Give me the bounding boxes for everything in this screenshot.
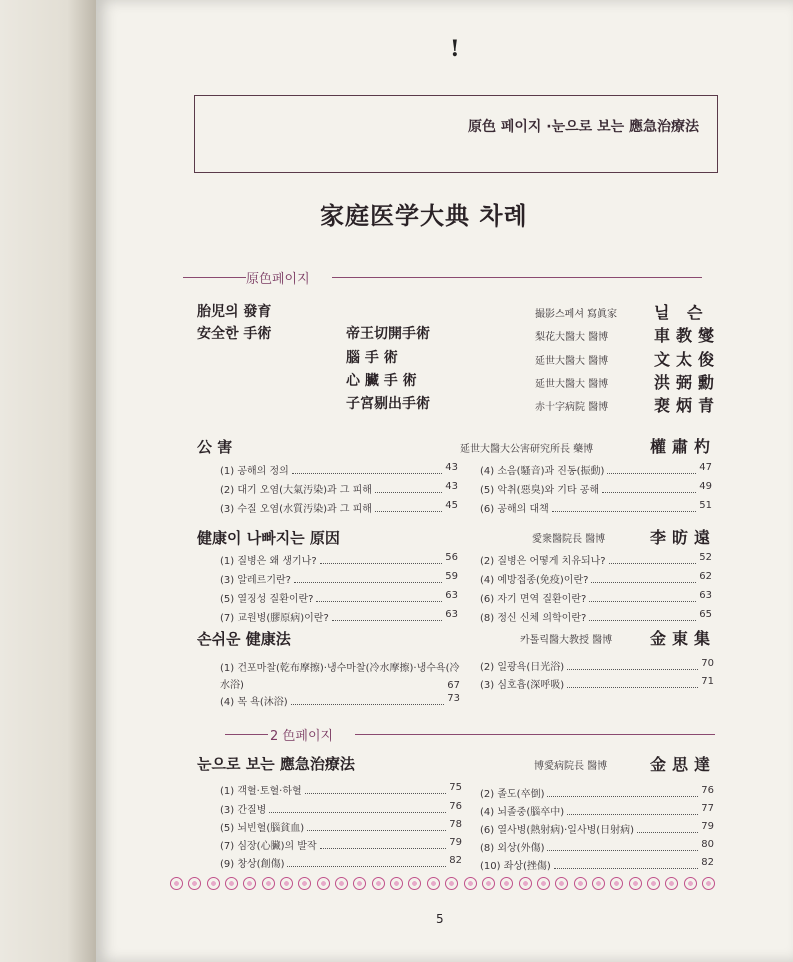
author-affiliation: 카톨릭醫大教授 醫博 [520, 635, 613, 646]
section-label-color: 原色페이지 [246, 268, 310, 287]
author-affiliation: 赤十字病院 醫博 [535, 402, 609, 413]
toc-entry: (4) 소음(騷音)과 진동(振動) 47 [480, 462, 712, 477]
left-page-edge [0, 0, 96, 962]
top-mark: ! [450, 36, 460, 62]
section-rule [355, 734, 715, 735]
section-title: 눈으로 보는 應急治療法 [197, 755, 355, 773]
toc-entry: (6) 열사병(熱射病)·일사병(日射病) 79 [480, 821, 714, 836]
toc-entry: (4) 예방접종(免疫)이란? 62 [480, 571, 712, 586]
section-title: 손쉬운 健康法 [197, 630, 291, 648]
section-rule [183, 277, 246, 278]
toc-entry: (2) 졸도(卒倒) 76 [480, 785, 714, 800]
toc-entry: (4) 뇌졸중(腦卒中) 77 [480, 803, 714, 818]
toc-entry: (3) 수질 오염(水質汚染)과 그 피해 45 [220, 500, 458, 515]
author-affiliation: 博愛病院長 醫博 [534, 761, 608, 772]
toc-entry: (4) 목 욕(沐浴) 73 [220, 693, 460, 708]
author-name: 文太俊 [654, 350, 721, 369]
author-name: 洪弼勳 [654, 373, 721, 392]
author-name: 權肅杓 [650, 437, 717, 456]
toc-entry: (6) 공해의 대책 51 [480, 500, 712, 515]
color-item-mid: 子宮剔出手術 [346, 396, 430, 412]
header-box [194, 95, 718, 173]
color-item-left: 胎児의 發育 [197, 304, 272, 320]
ornament-band [170, 877, 715, 893]
toc-entry: (5) 악취(惡臭)와 기타 공해 49 [480, 481, 712, 496]
toc-entry: (2) 대기 오염(大氣汚染)과 그 피해 43 [220, 481, 458, 496]
author-name: 裵炳青 [654, 396, 721, 415]
header-box-text: 原色 페이지 ·눈으로 보는 應急治療法 [467, 119, 699, 135]
page-number: 5 [436, 912, 444, 926]
author-affiliation: 延世大醫大 醫博 [535, 379, 609, 390]
author-name: 金東集 [650, 629, 717, 648]
toc-entry: (5) 열징성 질환이란? 63 [220, 590, 458, 605]
toc-entry: (9) 창상(創傷) 82 [220, 855, 462, 870]
section-label-2color: 2 色페이지 [270, 725, 333, 744]
toc-entry-multiline: (1) 건포마찰(乾布摩擦)·냉수마찰(冷水摩擦)·냉수욕(冷水浴) 67 [220, 663, 460, 691]
toc-entry: (1) 객혈·토혈·하혈 75 [220, 782, 462, 797]
toc-entry: (1) 질병은 왜 생기나? 56 [220, 552, 458, 567]
toc-entry: (2) 질병은 어떻게 치유되나? 52 [480, 552, 712, 567]
color-item-left: 安全한 手術 [197, 326, 272, 342]
toc-entry: (3) 알레르기란? 59 [220, 571, 458, 586]
section-title: 公 害 [197, 438, 233, 456]
toc-entry: (8) 정신 신체 의학이란? 65 [480, 609, 712, 624]
toc-entry: (7) 심장(心臟)의 발작 79 [220, 837, 462, 852]
section-title: 健康이 나빠지는 原因 [197, 529, 340, 547]
author-name: 李昉遠 [650, 528, 717, 547]
toc-entry: (5) 뇌빈혈(腦貧血) 78 [220, 819, 462, 834]
section-rule [332, 277, 702, 278]
toc-entry: (3) 심호흡(深呼吸) 71 [480, 676, 714, 691]
toc-entry: (7) 교원병(膠原病)이란? 63 [220, 609, 458, 624]
toc-entry: (6) 자기 면역 질환이란? 63 [480, 590, 712, 605]
author-affiliation: 撮影스페셔 寫眞家 [535, 309, 618, 320]
author-name: 닐 슨 [654, 303, 709, 322]
color-item-mid: 腦 手 術 [346, 350, 398, 366]
author-affiliation: 延世大醫大公害研究所長 藥博 [460, 444, 594, 455]
author-name: 車教燮 [654, 326, 721, 345]
author-affiliation: 愛衆醫院長 醫博 [532, 534, 606, 545]
color-item-mid: 帝王切開手術 [346, 326, 430, 342]
section-rule [225, 734, 268, 735]
toc-entry: (2) 일광욕(日光浴) 70 [480, 658, 714, 673]
toc-entry: (8) 외상(外傷) 80 [480, 839, 714, 854]
toc-entry: (1) 공해의 정의 43 [220, 462, 458, 477]
author-affiliation: 梨花大醫大 醫博 [535, 332, 609, 343]
author-affiliation: 延世大醫大 醫博 [535, 356, 609, 367]
page-title: 家庭医学大典 차례 [320, 201, 528, 230]
color-item-mid: 心 臟 手 術 [346, 373, 417, 389]
toc-entry: (3) 간질병 76 [220, 801, 462, 816]
toc-entry: (10) 좌상(挫傷) 82 [480, 857, 714, 872]
author-name: 金思達 [650, 755, 717, 774]
